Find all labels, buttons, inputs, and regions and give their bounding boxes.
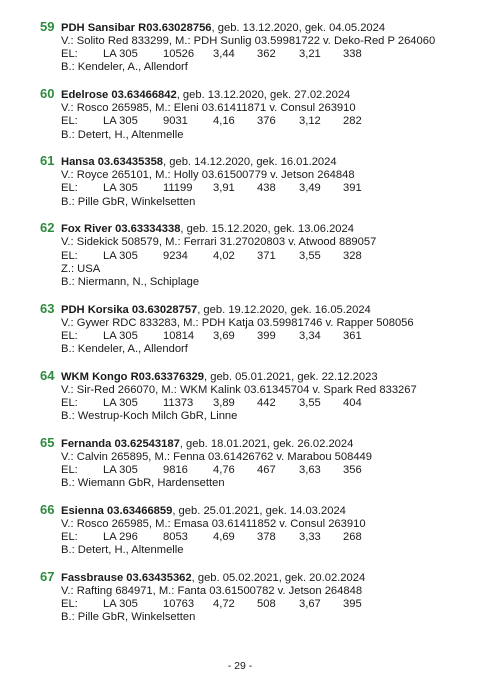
breeder-line: B.: Wiemann GbR, Hardensetten bbox=[61, 477, 225, 490]
performance-row bbox=[61, 598, 470, 611]
entry-header bbox=[40, 20, 470, 35]
performance-value: 438 bbox=[257, 182, 276, 195]
performance-value: 282 bbox=[343, 115, 362, 128]
birth-calving-dates: , geb. 25.01.2021, gek. 14.03.2024 bbox=[172, 504, 346, 517]
entry-number: 60 bbox=[40, 86, 55, 102]
performance-value: LA 305 bbox=[103, 115, 138, 128]
catalog-entry bbox=[40, 570, 470, 625]
birth-calving-dates: , geb. 05.01.2021, gek. 22.12.2023 bbox=[204, 370, 378, 383]
performance-row bbox=[61, 250, 470, 263]
catalog-entry bbox=[40, 221, 470, 289]
performance-value: 395 bbox=[343, 598, 362, 611]
animal-name: PDH Korsika bbox=[61, 303, 129, 316]
performance-value: 442 bbox=[257, 396, 276, 409]
performance-value: 3,12 bbox=[299, 115, 321, 128]
performance-value: EL: bbox=[61, 396, 78, 409]
performance-value: 9031 bbox=[163, 115, 188, 128]
entry-header bbox=[40, 503, 470, 518]
animal-name: Fassbrause bbox=[61, 572, 124, 585]
catalog-entry bbox=[40, 436, 470, 491]
registration-number: R03.63376329 bbox=[130, 370, 205, 383]
performance-row bbox=[61, 48, 470, 61]
performance-value: 378 bbox=[257, 531, 276, 544]
birth-calving-dates: , geb. 18.01.2021, gek. 26.02.2024 bbox=[179, 437, 354, 450]
pedigree-line: V.: Rosco 265985, M.: Emasa 03.61411852 v. Consul 263910 bbox=[61, 517, 366, 530]
entry-number: 67 bbox=[40, 569, 55, 585]
pedigree-line: V.: Sir-Red 266070, M.: WKM Kalink 03.61345704 v. Spark Red 833267 bbox=[61, 383, 417, 396]
breeder-line: B.: Kendeler, A., Allendorf bbox=[61, 61, 188, 74]
performance-value: 3,34 bbox=[299, 329, 321, 342]
entry-number: 59 bbox=[40, 19, 55, 34]
breeder-line: B.: Westrup-Koch Milch GbR, Linne bbox=[61, 410, 238, 423]
performance-value: EL: bbox=[61, 48, 78, 61]
animal-name: Edelrose bbox=[61, 89, 109, 102]
performance-value: 3,33 bbox=[299, 531, 321, 544]
performance-value: 9234 bbox=[163, 249, 188, 262]
animal-name: Hansa bbox=[61, 156, 95, 169]
registration-number: 03.63435362 bbox=[126, 572, 192, 585]
performance-value: 268 bbox=[343, 531, 362, 544]
performance-value: 3,21 bbox=[299, 48, 321, 61]
pedigree-line: V.: Solito Red 833299, M.: PDH Sunlig 03.59981722 v. Deko-Red P 264060 bbox=[61, 35, 436, 47]
performance-value: 3,55 bbox=[299, 249, 321, 262]
performance-value: 361 bbox=[343, 329, 362, 342]
performance-value: EL: bbox=[61, 464, 78, 477]
catalog-entry bbox=[40, 20, 470, 75]
performance-value: 3,89 bbox=[213, 396, 235, 409]
performance-value: 9816 bbox=[163, 464, 188, 477]
catalog-entry bbox=[40, 503, 470, 558]
registration-number: R03.63028756 bbox=[138, 22, 212, 34]
entry-header bbox=[40, 436, 470, 451]
performance-row bbox=[61, 330, 470, 343]
page-number: - 29 - bbox=[227, 660, 253, 672]
entry-header bbox=[40, 302, 470, 317]
performance-value: EL: bbox=[61, 115, 78, 128]
entry-number: 63 bbox=[40, 300, 55, 316]
performance-value: 4,76 bbox=[213, 464, 235, 477]
performance-value: EL: bbox=[61, 329, 78, 342]
pedigree-line: V.: Rafting 684971, M.: Fanta 03.61500782 v. Jetson 264848 bbox=[61, 585, 363, 598]
pedigree-line: V.: Royce 265101, M.: Holly 03.61500779 v. Jetson 264848 bbox=[61, 169, 355, 182]
animal-name: Fernanda bbox=[61, 437, 112, 450]
performance-value: 467 bbox=[257, 464, 276, 477]
breeder-line: B.: Pille GbR, Winkelsetten bbox=[61, 611, 196, 624]
entry-header bbox=[40, 87, 470, 102]
registration-number: 03.63028757 bbox=[131, 303, 198, 316]
performance-value: LA 305 bbox=[103, 329, 138, 342]
entry-number: 62 bbox=[40, 220, 55, 236]
pedigree-line: V.: Rosco 265985, M.: Eleni 03.61411871 v. Consul 263910 bbox=[61, 102, 356, 115]
entry-number: 64 bbox=[40, 367, 55, 383]
catalog-entry bbox=[40, 302, 470, 357]
performance-value: 362 bbox=[257, 48, 276, 61]
performance-row bbox=[61, 531, 470, 544]
performance-value: 391 bbox=[343, 182, 362, 195]
performance-value: 10763 bbox=[163, 598, 195, 611]
pedigree-line: V.: Sidekick 508579, M.: Ferrari 31.27020803 v. Atwood 889057 bbox=[61, 236, 377, 249]
performance-value: 508 bbox=[257, 598, 276, 611]
performance-value: 3,91 bbox=[213, 182, 235, 195]
breeder-line: B.: Pille GbR, Winkelsetten bbox=[61, 195, 196, 208]
performance-value: LA 305 bbox=[103, 598, 138, 611]
performance-value: 3,55 bbox=[299, 396, 321, 409]
entry-header bbox=[40, 221, 470, 236]
pedigree-line: V.: Calvin 265895, M.: Fenna 03.61426762 v. Marabou 508449 bbox=[61, 450, 372, 463]
breeder-line: B.: Kendeler, A., Allendorf bbox=[61, 343, 188, 356]
performance-value: LA 305 bbox=[103, 48, 138, 61]
performance-row bbox=[61, 464, 470, 477]
registration-number: 03.63466859 bbox=[107, 504, 173, 517]
birth-calving-dates: , geb. 05.02.2021, gek. 20.02.2024 bbox=[191, 572, 366, 585]
performance-value: 328 bbox=[343, 249, 362, 262]
performance-value: 356 bbox=[343, 464, 362, 477]
performance-value: 4,02 bbox=[213, 249, 235, 262]
performance-value: 4,16 bbox=[213, 115, 235, 128]
entry-number: 66 bbox=[40, 501, 55, 517]
performance-value: EL: bbox=[61, 249, 78, 262]
performance-row bbox=[61, 397, 470, 410]
birth-calving-dates: , geb. 15.12.2020, gek. 13.06.2024 bbox=[180, 223, 354, 236]
performance-value: 10526 bbox=[163, 48, 195, 61]
performance-value: 4,72 bbox=[213, 598, 235, 611]
performance-row bbox=[61, 182, 470, 195]
animal-name: Esienna bbox=[61, 504, 104, 517]
animal-name: WKM Kongo bbox=[61, 370, 128, 383]
performance-value: EL: bbox=[61, 598, 78, 611]
registration-number: 03.63466842 bbox=[111, 89, 177, 102]
performance-value: LA 305 bbox=[103, 396, 138, 409]
birth-calving-dates: , geb. 14.12.2020, gek. 16.01.2024 bbox=[163, 156, 337, 169]
catalog-entry bbox=[40, 369, 470, 424]
performance-value: 399 bbox=[257, 329, 276, 342]
entry-header bbox=[40, 154, 470, 169]
performance-value: EL: bbox=[61, 531, 78, 544]
birth-calving-dates: , geb. 13.12.2020, gek. 27.02.2024 bbox=[176, 89, 351, 102]
performance-value: 3,49 bbox=[299, 182, 321, 195]
catalog-list bbox=[40, 20, 470, 637]
performance-value: 3,44 bbox=[213, 48, 235, 61]
performance-value: 3,63 bbox=[299, 464, 321, 477]
catalog-entry bbox=[40, 87, 470, 142]
registration-number: 03.63334338 bbox=[115, 223, 181, 236]
breeder-line: B.: Niermann, N., Schiplage bbox=[61, 275, 200, 288]
catalog-entry bbox=[40, 154, 470, 209]
animal-name: PDH Sansibar bbox=[61, 22, 135, 34]
entry-number: 61 bbox=[40, 153, 55, 169]
performance-value: LA 305 bbox=[103, 249, 138, 262]
registration-number: 03.62543187 bbox=[114, 437, 180, 450]
performance-value: LA 305 bbox=[103, 464, 138, 477]
performance-value: 4,69 bbox=[213, 531, 235, 544]
performance-value: 11199 bbox=[163, 182, 193, 195]
birth-calving-dates: , geb. 13.12.2020, gek. 04.05.2024 bbox=[211, 22, 386, 34]
breeder-line: B.: Detert, H., Altenmelle bbox=[61, 128, 184, 141]
breeder-line: B.: Detert, H., Altenmelle bbox=[61, 544, 184, 557]
performance-value: 376 bbox=[257, 115, 276, 128]
origin-line: Z.: USA bbox=[61, 262, 101, 275]
performance-value: 404 bbox=[343, 396, 362, 409]
performance-value: 338 bbox=[343, 48, 362, 61]
performance-row bbox=[61, 115, 470, 128]
entry-number: 65 bbox=[40, 434, 55, 450]
performance-value: LA 305 bbox=[103, 182, 138, 195]
performance-value: 3,67 bbox=[299, 598, 321, 611]
performance-value: EL: bbox=[61, 182, 78, 195]
entry-header bbox=[40, 369, 470, 384]
performance-value: 10814 bbox=[163, 329, 195, 342]
entry-header bbox=[40, 570, 470, 585]
performance-value: LA 296 bbox=[103, 531, 138, 544]
performance-value: 8053 bbox=[163, 531, 188, 544]
animal-name: Fox River bbox=[61, 223, 112, 236]
birth-calving-dates: , geb. 19.12.2020, gek. 16.05.2024 bbox=[197, 303, 371, 316]
registration-number: 03.63435358 bbox=[97, 156, 164, 169]
performance-value: 3,69 bbox=[213, 329, 235, 342]
performance-value: 371 bbox=[257, 249, 276, 262]
pedigree-line: V.: Gywer RDC 833283, M.: PDH Katja 03.59981746 v. Rapper 508056 bbox=[61, 316, 414, 329]
performance-value: 11373 bbox=[163, 396, 194, 409]
